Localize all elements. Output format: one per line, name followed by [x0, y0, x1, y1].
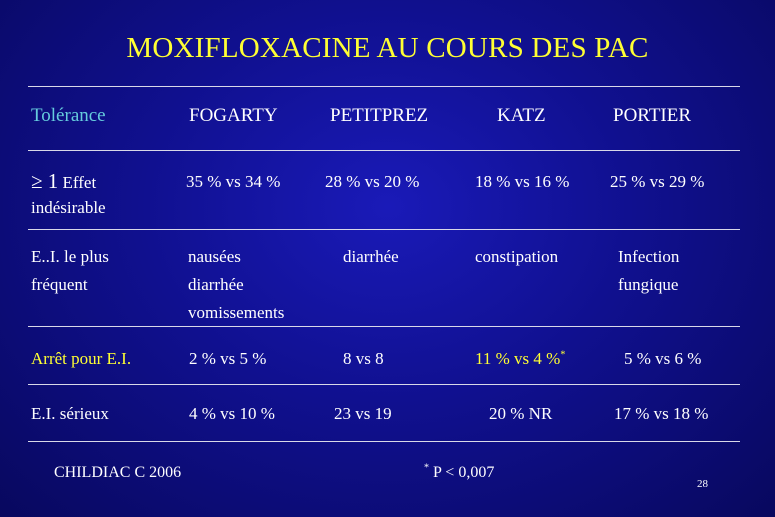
row-serieux-petitprez: 23 vs 19 — [334, 404, 392, 423]
slide-title: MOXIFLOXACINE AU COURS DES PAC — [126, 32, 649, 64]
row-effet-label-line1: Effet — [58, 173, 97, 192]
row-arret-katz — [475, 345, 565, 372]
row-arret-fogarty: 2 % vs 5 % — [189, 349, 267, 368]
row-frequent-fogarty-2: diarrhée — [188, 275, 244, 294]
header-tolerance: Tolérance — [31, 105, 106, 126]
geq-one: ≥ 1 — [31, 169, 59, 193]
page-number: 28 — [697, 478, 708, 490]
header-katz: KATZ — [497, 105, 546, 126]
row-frequent-petitprez: diarrhée — [343, 247, 399, 266]
row-frequent-fogarty-1: nausées — [188, 247, 241, 266]
row-frequent-portier-2: fungique — [618, 275, 679, 294]
row-serieux-fogarty: 4 % vs 10 % — [189, 404, 275, 423]
row-arret-portier: 5 % vs 6 % — [624, 349, 702, 368]
source-citation: CHILDIAC C 2006 — [54, 464, 182, 481]
row-serieux-katz: 20 % NR — [489, 404, 553, 423]
row-frequent-label-line1: E..I. le plus — [31, 247, 109, 266]
significance-marker: * — [560, 349, 566, 361]
row-effet-petitprez: 28 % vs 20 % — [325, 172, 420, 191]
row-frequent-katz: constipation — [475, 247, 559, 266]
footnote — [424, 464, 494, 482]
row-arret-petitprez: 8 vs 8 — [343, 349, 384, 368]
divider — [28, 86, 740, 87]
row-serieux-portier: 17 % vs 18 % — [614, 404, 709, 423]
row-effet-katz: 18 % vs 16 % — [475, 172, 570, 191]
row-frequent-fogarty-3: vomissements — [188, 303, 285, 322]
divider — [28, 441, 740, 442]
divider — [28, 150, 740, 151]
header-fogarty: FOGARTY — [189, 105, 278, 126]
row-frequent-label-line2: fréquent — [31, 275, 88, 294]
row-effet-label-line2: indésirable — [31, 198, 106, 217]
row-arret-katz-value: 11 % vs 4 % — [475, 349, 561, 368]
divider — [28, 229, 740, 230]
row-effet-label — [31, 168, 96, 196]
row-frequent-portier-1: Infection — [618, 247, 680, 266]
header-portier: PORTIER — [613, 105, 692, 126]
row-effet-portier: 25 % vs 29 % — [610, 172, 705, 191]
row-arret-label: Arrêt pour E.I. — [31, 349, 132, 368]
divider — [28, 326, 740, 327]
header-petitprez: PETITPREZ — [330, 105, 429, 126]
footnote-marker: * — [424, 462, 429, 474]
divider — [28, 384, 740, 385]
row-effet-fogarty: 35 % vs 34 % — [186, 172, 281, 191]
row-serieux-label: E.I. sérieux — [31, 404, 109, 423]
footnote-text: P < 0,007 — [429, 464, 495, 481]
